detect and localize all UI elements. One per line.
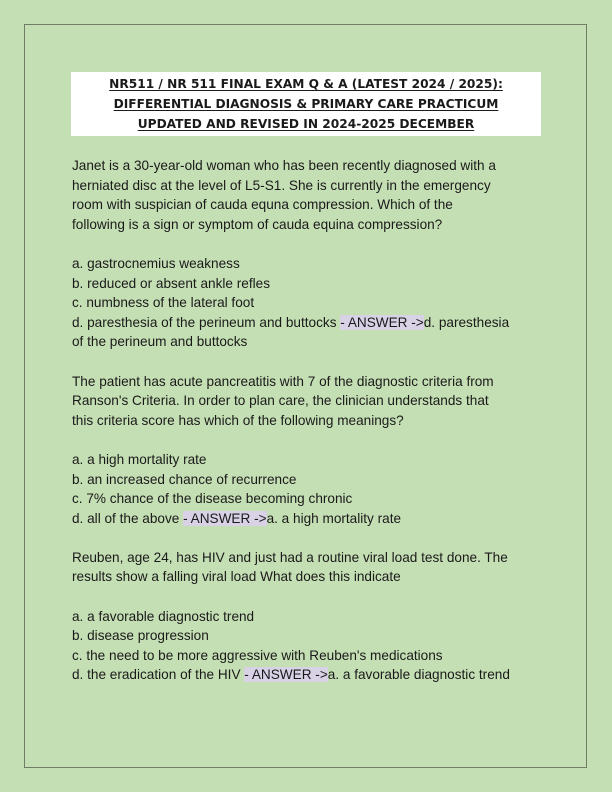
question-block-2	[72, 372, 550, 529]
question-2-answer: a. a high mortality rate	[266, 510, 402, 526]
answer-marker: - ANSWER ->	[244, 667, 328, 683]
question-3-option-a: a. a favorable diagnostic trend	[72, 608, 255, 624]
question-3-option-c: c. the need to be more aggressive with Reuben's medications	[72, 647, 443, 663]
question-1-answer: d. paresthesia	[423, 314, 510, 330]
question-1-stem-line: Janet is a 30-year-old woman who has been recently diagnosed with a	[72, 158, 496, 173]
question-3-option-b: b. disease progression	[72, 628, 209, 644]
question-2-stem-line: this criteria score has which of the following meanings?	[72, 412, 404, 428]
question-3-stem-line: results show a falling viral load What does this indicate	[72, 569, 401, 585]
question-1-stem-line: following is a sign or symptom of cauda equina compression?	[72, 216, 443, 232]
question-2-option-b: b. an increased chance of recurrence	[72, 471, 297, 487]
question-3-stem-line: Reuben, age 24, has HIV and just had a routine viral load test done. The	[72, 549, 508, 565]
question-2-stem-line: Ranson's Criteria. In order to plan care, the clinician understands that	[72, 393, 489, 409]
question-2-option-d	[72, 509, 550, 529]
question-1-stem-line: herniated disc at the level of L5-S1. She is currently in the emergency	[72, 177, 491, 193]
question-3-option-d-text: d. the eradication of the HIV	[72, 667, 245, 683]
question-3-option-d	[72, 665, 550, 685]
question-1-option-d	[72, 313, 550, 333]
question-1-answer-continued: of the perineum and buttocks	[72, 334, 248, 350]
question-2-option-d-text: d. all of the above	[72, 510, 184, 526]
question-block-3	[72, 548, 550, 685]
question-1-option-b: b. reduced or absent ankle refles	[72, 275, 270, 291]
title-line-2: DIFFERENTIAL DIAGNOSIS & PRIMARY CARE PRACTICUM	[113, 97, 499, 111]
question-1-option-a: a. gastrocnemius weakness	[72, 255, 240, 271]
question-block-1	[72, 156, 550, 352]
answer-marker: - ANSWER ->	[183, 510, 267, 526]
question-2-stem-line: The patient has acute pancreatitis with 7 of the diagnostic criteria from	[72, 373, 494, 389]
document-title	[71, 72, 541, 136]
document-body	[72, 156, 550, 685]
question-1-option-c: c. numbness of the lateral foot	[72, 295, 255, 311]
question-1-option-d-text: d. paresthesia of the perineum and buttocks	[72, 314, 341, 330]
question-1-stem-line: room with suspician of cauda equna compression. Which of the	[72, 197, 453, 213]
answer-marker: - ANSWER ->	[340, 314, 424, 330]
question-3-answer: a. a favorable diagnostic trend	[327, 667, 510, 683]
question-2-option-c: c. 7% chance of the disease becoming chronic	[72, 491, 353, 507]
title-line-3: UPDATED AND REVISED IN 2024-2025 DECEMBER	[137, 117, 475, 131]
title-line-1: NR511 / NR 511 FINAL EXAM Q & A (LATEST 2024 / 2025):	[109, 77, 503, 91]
question-2-option-a: a. a high mortality rate	[72, 451, 207, 467]
